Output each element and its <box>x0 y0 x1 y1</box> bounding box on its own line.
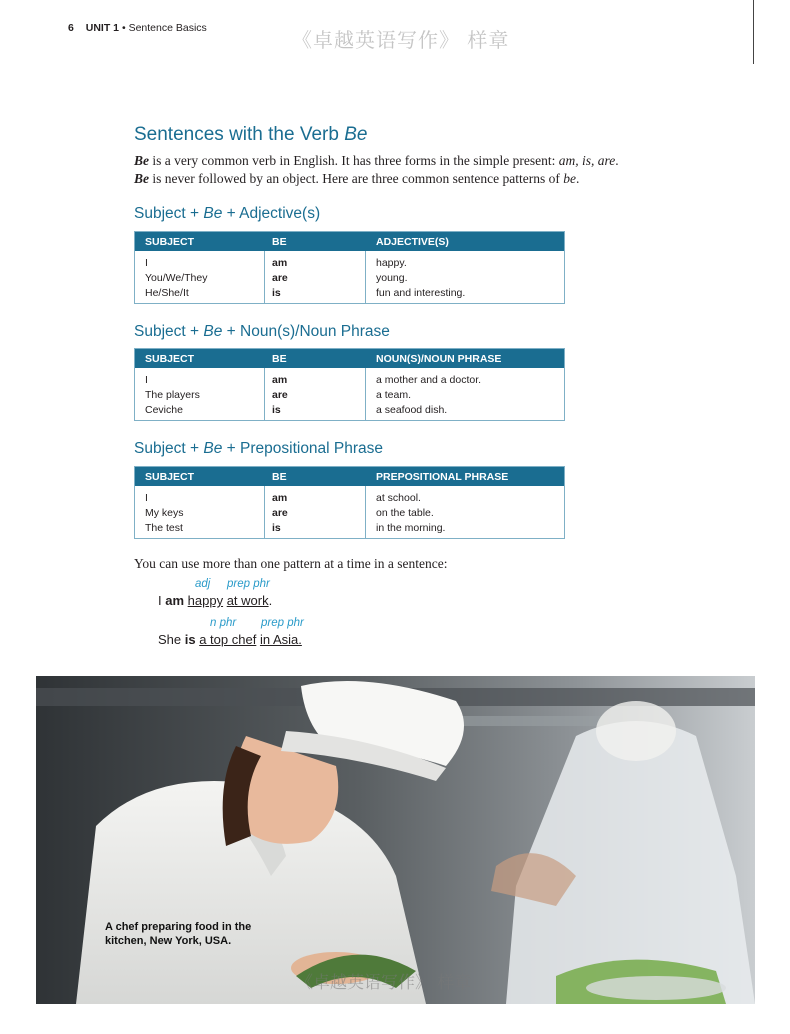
example-verb: is <box>184 632 196 647</box>
pattern-title-b: + Prepositional Phrase <box>222 440 384 457</box>
table-cell: am <box>272 257 288 269</box>
intro-paragraph <box>134 152 634 188</box>
chef-photo-illustration <box>36 676 755 1004</box>
table-cell: a mother and a doctor. <box>376 374 482 386</box>
page-edge-rule <box>753 0 754 64</box>
table-cell: is <box>272 522 281 534</box>
column-divider <box>264 368 265 420</box>
chef-photo <box>36 676 755 1004</box>
pattern-table-adjective <box>134 231 565 304</box>
example-part-1: happy <box>187 593 224 608</box>
be-column <box>272 256 288 301</box>
pattern-title-prepositional-phrase <box>134 440 383 458</box>
table-body <box>135 486 564 538</box>
example-part-2: at work <box>226 593 269 608</box>
example-end: . <box>268 593 273 608</box>
pattern-title-a: Subject + <box>134 205 204 222</box>
example-verb: am <box>165 593 185 608</box>
intro-end-1: . <box>615 153 619 168</box>
table-cell: am <box>272 492 288 504</box>
header-be: BE <box>272 236 287 248</box>
photo-caption <box>105 920 295 948</box>
example-sentence-1 <box>158 593 272 608</box>
intro-end-2: . <box>575 171 580 186</box>
separator: • <box>121 22 126 34</box>
table-cell: in the morning. <box>376 522 446 534</box>
pattern-table-noun-phrase <box>134 348 565 421</box>
column-divider <box>264 251 265 303</box>
header-be: BE <box>272 353 287 365</box>
tag-adj: adj <box>195 578 211 590</box>
column-divider <box>365 368 366 420</box>
header-complement: ADJECTIVE(S) <box>376 236 449 248</box>
table-cell: is <box>272 404 281 416</box>
complement-column <box>376 256 465 301</box>
table-cell: Ceviche <box>145 404 183 416</box>
be-column <box>272 491 288 536</box>
table-header <box>135 467 564 486</box>
header-complement: NOUN(S)/NOUN PHRASE <box>376 353 502 365</box>
example-subject: I <box>158 593 166 608</box>
pattern-title-a: Subject + <box>134 323 204 340</box>
table-cell: happy. <box>376 257 407 269</box>
page-number: 6 <box>68 22 74 34</box>
example-subject: She <box>158 632 185 647</box>
table-cell: are <box>272 389 288 401</box>
running-head <box>68 22 207 34</box>
caption-line-2: kitchen, New York, USA. <box>105 935 232 947</box>
pattern-title-be: Be <box>203 440 223 457</box>
tag-prep-phr: prep phr <box>227 578 270 590</box>
table-body <box>135 368 564 420</box>
table-cell: fun and interesting. <box>376 287 466 299</box>
complement-column <box>376 373 481 418</box>
pattern-title-b: + Adjective(s) <box>222 205 321 222</box>
column-divider <box>365 486 366 538</box>
table-cell: at school. <box>376 492 421 504</box>
table-cell: young. <box>376 272 408 284</box>
column-divider <box>264 486 265 538</box>
closing-sentence: You can use more than one pattern at a time in a sentence: <box>134 556 448 571</box>
watermark-bottom: 《卓越英语写作》 样章 <box>296 973 472 993</box>
header-be: BE <box>272 471 287 483</box>
pattern-table-prepositional-phrase <box>134 466 565 539</box>
unit-title: Sentence Basics <box>128 22 207 34</box>
table-header <box>135 349 564 368</box>
intro-text-1: is a very common verb in English. It has three forms in the simple present: <box>149 153 559 168</box>
table-cell: are <box>272 272 288 284</box>
pattern-title-noun-phrase <box>134 323 390 341</box>
subject-column <box>145 373 200 418</box>
table-header <box>135 232 564 251</box>
complement-column <box>376 491 445 536</box>
table-cell: I <box>145 257 148 269</box>
table-body <box>135 251 564 303</box>
pattern-title-be: Be <box>203 205 223 222</box>
pattern-title-a: Subject + <box>134 440 204 457</box>
example-sentence-2 <box>158 632 302 647</box>
caption-line-1: A chef preparing food in the <box>105 921 252 933</box>
header-subject: SUBJECT <box>145 471 195 483</box>
section-title <box>134 124 367 146</box>
header-subject: SUBJECT <box>145 353 195 365</box>
section-title-prefix: Sentences with the Verb <box>134 124 345 145</box>
table-cell: a team. <box>376 389 412 401</box>
be-column <box>272 373 288 418</box>
tag-prep-phr: prep phr <box>261 617 304 629</box>
intro-verb-2: Be <box>134 171 149 186</box>
column-divider <box>365 251 366 303</box>
table-cell: He/She/It <box>145 287 189 299</box>
table-cell: The test <box>145 522 183 534</box>
table-cell: on the table. <box>376 507 434 519</box>
intro-line-2 <box>134 170 634 188</box>
pattern-title-b: + Noun(s)/Noun Phrase <box>222 323 390 340</box>
section-title-verb: Be <box>344 124 368 145</box>
table-cell: I <box>145 374 148 386</box>
unit-label: UNIT 1 <box>85 22 120 34</box>
header-subject: SUBJECT <box>145 236 195 248</box>
intro-verb-1: Be <box>134 153 149 168</box>
example-part-2: in Asia. <box>259 632 302 647</box>
table-cell: I <box>145 492 148 504</box>
table-cell: My keys <box>145 507 184 519</box>
table-cell: are <box>272 507 288 519</box>
pattern-title-adjective <box>134 205 320 223</box>
intro-line-1 <box>134 152 634 170</box>
subject-column <box>145 256 207 301</box>
table-cell: You/We/They <box>145 272 208 284</box>
watermark-top: 《卓越英语写作》 样章 <box>292 28 510 52</box>
example-part-1: a top chef <box>199 632 257 647</box>
pattern-title-be: Be <box>203 323 223 340</box>
tag-n-phr: n phr <box>210 617 237 629</box>
table-cell: is <box>272 287 281 299</box>
subject-column <box>145 491 184 536</box>
table-cell: a seafood dish. <box>376 404 448 416</box>
table-cell: The players <box>145 389 200 401</box>
header-complement: PREPOSITIONAL PHRASE <box>376 471 509 483</box>
intro-be: be <box>563 171 576 186</box>
intro-text-2: is never followed by an object. Here are three common sentence patterns of <box>149 171 564 186</box>
table-cell: am <box>272 374 288 386</box>
intro-forms: am, is, are <box>558 153 616 168</box>
